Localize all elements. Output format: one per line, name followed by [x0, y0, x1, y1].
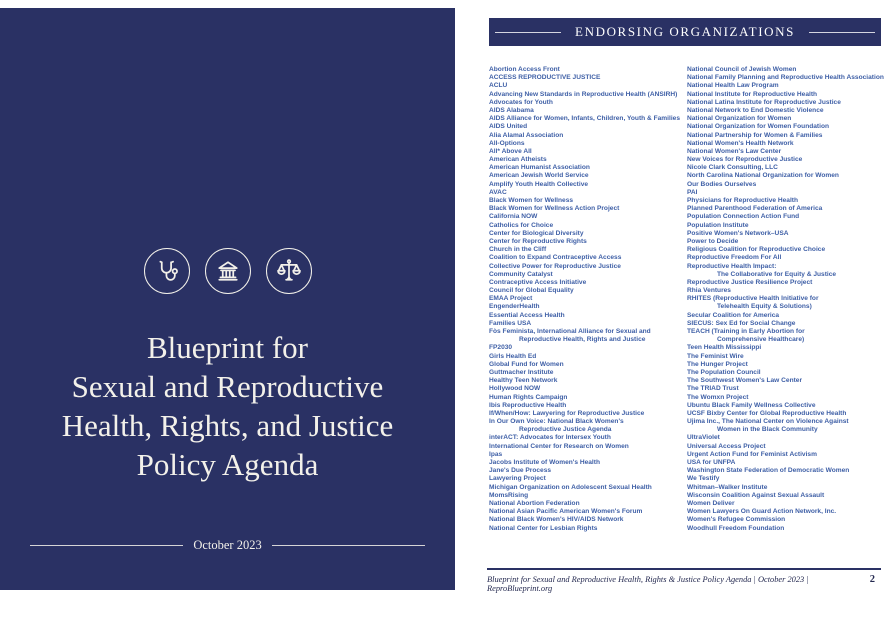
- org-entry: Fòs Feminista, International Alliance for Sexual and Reproductive Health, Rights and Justice: [489, 328, 651, 344]
- government-building-icon: [205, 248, 251, 294]
- org-entry: EngenderHealth: [489, 303, 540, 311]
- org-entry: Essential Access Health: [489, 311, 565, 319]
- org-entry: RHITES (Reproductive Health Initiative for Telehealth Equity & Solutions): [687, 295, 819, 311]
- stethoscope-icon: [144, 248, 190, 294]
- cover-date-row: [30, 538, 425, 553]
- org-entry: EMAA Project: [489, 295, 533, 303]
- org-entry: National Women's Law Center: [687, 147, 782, 155]
- org-column-right: [687, 66, 883, 533]
- org-entry: SIECUS: Sex Ed for Social Change: [687, 319, 796, 327]
- org-entry: North Carolina National Organization for Women: [687, 172, 839, 180]
- org-entry: In Our Own Voice: National Black Women's Reproductive Justice Agenda: [489, 418, 624, 434]
- org-entry: Wisconsin Coalition Against Sexual Assault: [687, 491, 825, 499]
- org-entry: National Family Planning and Reproductive Health Association: [687, 74, 884, 82]
- date-rule-left: [30, 545, 183, 546]
- org-entry: Teen Health Mississippi: [687, 344, 762, 352]
- org-entry: interACT: Advocates for Intersex Youth: [489, 434, 611, 442]
- org-entry: Contraceptive Access Initiative: [489, 278, 587, 286]
- org-entry: Population Institute: [687, 221, 749, 229]
- org-entry: Urgent Action Fund for Feminist Activism: [687, 450, 817, 458]
- org-entry: National Organization for Women Foundation: [687, 123, 830, 131]
- org-entry: Universal Access Project: [687, 442, 766, 450]
- org-entry: National Health Law Program: [687, 82, 779, 90]
- org-column-left: [489, 66, 685, 533]
- org-entry: Woodhull Freedom Foundation: [687, 524, 785, 532]
- org-entry: National Abortion Federation: [489, 499, 580, 507]
- org-entry: AIDS Alabama: [489, 106, 534, 114]
- org-entry: Healthy Teen Network: [489, 377, 558, 385]
- org-entry: The Feminist Wire: [687, 352, 744, 360]
- org-entry: National Asian Pacific American Women's Forum: [489, 508, 643, 516]
- org-entry: Our Bodies Ourselves: [687, 180, 757, 188]
- scales-of-justice-icon: [266, 248, 312, 294]
- org-entry: Center for Reproductive Rights: [489, 237, 587, 245]
- org-entry: Black Women for Wellness: [489, 197, 574, 204]
- org-entry: ACCESS REPRODUCTIVE JUSTICE: [489, 74, 601, 82]
- org-entry: MomsRising: [489, 491, 529, 499]
- org-entry: Advancing New Standards in Reproductive Health (ANSIRH): [489, 90, 678, 98]
- org-entry: National Center for Lesbian Rights: [489, 524, 598, 532]
- org-entry: National Partnership for Women & Families: [687, 131, 823, 139]
- cover-title-line: Policy Agenda: [136, 447, 319, 482]
- org-entry: Rhia Ventures: [687, 287, 731, 295]
- page-number: 2: [869, 574, 875, 585]
- page-footer: [487, 574, 881, 593]
- cover-page: [0, 8, 455, 590]
- org-entry: Physicians for Reproductive Health: [687, 197, 799, 204]
- org-entry: National Women's Health Network: [687, 139, 794, 147]
- org-entry: American Atheists: [489, 156, 547, 164]
- org-entry: Collective Power for Reproductive Justice: [489, 262, 621, 270]
- org-entry: Alia Alamal Association: [489, 131, 564, 139]
- org-entry: Jacobs Institute of Women's Health: [489, 459, 600, 466]
- org-entry: Religious Coalition for Reproductive Choice: [687, 246, 826, 254]
- org-entry: Ubuntu Black Family Wellness Collective: [687, 401, 816, 409]
- org-entry: National Black Women's HIV/AIDS Network: [489, 516, 624, 524]
- org-entry: Church in the Cliff: [489, 246, 547, 254]
- org-entry: Reproductive Freedom For All: [687, 254, 782, 262]
- org-entry: Ujima Inc., The National Center on Violence Against Women in the Black Community: [687, 418, 849, 434]
- org-entry: Coalition to Expand Contraceptive Access: [489, 254, 622, 262]
- date-rule-right: [272, 545, 425, 546]
- org-entry: PAI: [687, 188, 698, 196]
- org-entry: National Council of Jewish Women: [687, 66, 797, 73]
- org-entry: The Population Council: [687, 368, 761, 376]
- org-entry: Center for Biological Diversity: [489, 229, 584, 237]
- org-entry: Reproductive Health Impact: The Collaborative for Equity & Justice: [687, 262, 837, 278]
- org-entry: National Network to End Domestic Violence: [687, 106, 824, 114]
- org-entry: If/When/How: Lawyering for Reproductive Justice: [489, 409, 645, 417]
- org-entry: Girls Health Ed: [489, 352, 537, 360]
- org-entry: Women's Refugee Commission: [687, 516, 786, 524]
- org-entry: AVAC: [489, 188, 507, 196]
- org-entry: Whitman–Walker Institute: [687, 483, 768, 491]
- org-entry: Advocates for Youth: [489, 98, 553, 106]
- org-entry: Women Lawyers On Guard Action Network, Inc.: [687, 508, 837, 516]
- org-entry: Nicole Clark Consulting, LLC: [687, 164, 778, 172]
- org-entry: Population Connection Action Fund: [687, 213, 800, 221]
- org-entry: National Institute for Reproductive Health: [687, 90, 818, 98]
- cover-icon-row: [0, 248, 455, 294]
- org-entry: All-Options: [489, 139, 525, 147]
- org-entry: American Humanist Association: [489, 164, 590, 172]
- org-entry: Ipas: [489, 450, 503, 458]
- org-entry: USA for UNFPA: [687, 459, 736, 466]
- org-entry: Women Deliver: [687, 499, 735, 507]
- org-entry: International Center for Research on Women: [489, 442, 629, 450]
- org-entry: Secular Coalition for America: [687, 311, 780, 319]
- cover-title-line: Health, Rights, and Justice: [61, 408, 394, 443]
- org-entry: AIDS United: [489, 123, 528, 131]
- org-entry: All* Above All: [489, 147, 532, 155]
- footer-rule: [487, 568, 881, 570]
- org-entry: Amplify Youth Health Collective: [489, 180, 589, 188]
- footer-text: Blueprint for Sexual and Reproductive Health, Rights & Justice Policy Agenda | October 2023 | ReproBlueprint.org: [487, 575, 809, 593]
- banner-title: ENDORSING ORGANIZATIONS: [575, 24, 795, 39]
- org-entry: We Testify: [687, 475, 720, 483]
- banner-rule-left: [495, 32, 561, 33]
- org-entry: TEACH (Training in Early Abortion for Comprehensive Healthcare): [687, 328, 805, 344]
- org-entry: California NOW: [489, 213, 538, 221]
- org-entry: UltraViolet: [687, 434, 720, 442]
- org-entry: Human Rights Campaign: [489, 393, 568, 401]
- org-entry: Black Women for Wellness Action Project: [489, 205, 620, 213]
- org-entry: Michigan Organization on Adolescent Sexual Health: [489, 483, 652, 491]
- org-entry: UCSF Bixby Center for Global Reproductive Health: [687, 409, 847, 417]
- org-entry: FP2030: [489, 344, 513, 352]
- org-entry: ACLU: [489, 82, 508, 90]
- org-entry: Families USA: [489, 319, 532, 327]
- org-entry: The Hunger Project: [687, 360, 748, 368]
- org-entry: Positive Women's Network–USA: [687, 229, 789, 237]
- cover-date: October 2023: [193, 538, 262, 552]
- org-entry: American Jewish World Service: [489, 172, 589, 180]
- cover-title: [0, 328, 455, 484]
- org-entry: The Womxn Project: [687, 393, 749, 401]
- org-entry: Abortion Access Front: [489, 66, 560, 73]
- org-entry: AIDS Alliance for Women, Infants, Children, Youth & Families: [489, 115, 680, 123]
- cover-title-line: Sexual and Reproductive: [71, 369, 384, 404]
- org-entry: Catholics for Choice: [489, 221, 554, 229]
- org-entry: Guttmacher Institute: [489, 368, 554, 376]
- org-entry: The Southwest Women's Law Center: [687, 377, 803, 385]
- org-entry: Ibis Reproductive Health: [489, 401, 567, 409]
- org-entry: Community Catalyst: [489, 270, 553, 278]
- org-entry: Hollywood NOW: [489, 385, 541, 393]
- org-entry: New Voices for Reproductive Justice: [687, 156, 803, 164]
- org-entry: Washington State Federation of Democratic Women: [687, 467, 850, 475]
- org-entry: Jane's Due Process: [489, 467, 552, 475]
- endorsing-banner: [489, 18, 881, 46]
- org-entry: Global Fund for Women: [489, 360, 564, 368]
- org-entry: Lawyering Project: [489, 475, 546, 483]
- org-entry: National Latina Institute for Reproductive Justice: [687, 98, 841, 106]
- org-entry: Power to Decide: [687, 237, 739, 245]
- org-entry: National Organization for Women: [687, 115, 792, 123]
- org-entry: Planned Parenthood Federation of America: [687, 205, 823, 213]
- org-entry: Council for Global Equality: [489, 287, 574, 295]
- org-entry: The TRIAD Trust: [687, 385, 739, 393]
- banner-rule-right: [809, 32, 875, 33]
- org-entry: Reproductive Justice Resilience Project: [687, 278, 813, 286]
- cover-title-line: Blueprint for: [147, 330, 308, 365]
